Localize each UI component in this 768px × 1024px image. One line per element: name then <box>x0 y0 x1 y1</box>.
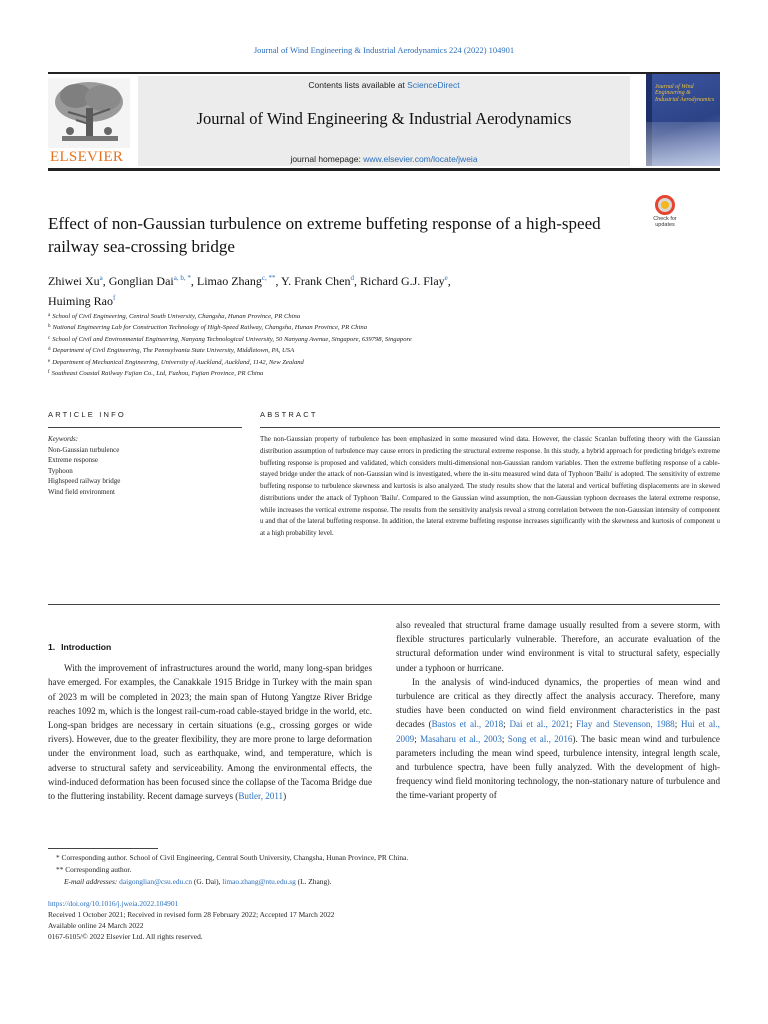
email-link[interactable]: daigonglian@csu.edu.cn <box>119 877 193 886</box>
affiliation: $^c$ School of Civil and Environmental Engineering, Nanyang Technological University, 50 Nanyang Avenue, Singapore, 639798, Singapore <box>48 335 412 343</box>
section-heading: 1. Introduction <box>48 642 112 652</box>
tree-icon <box>48 78 130 148</box>
article-info-heading: ARTICLE INFO <box>48 410 126 419</box>
affiliation-list <box>48 311 648 379</box>
paragraph: With the improvement of infrastructures around the world, many long-span bridges have emerged. For examples, the Canakkale 1915 Bridge in Turkey with the main span of 2023 m will be completed in 2023; the main span of Hutong Yangtze River Bridge reaches 1092 m, which is the longest rail-cum-road cable-stayed bridge in the world, etc. Long-span bridges are necessary in certain situations (e.g., crossing gorges or wide rivers). However, due to the greater flexibility, they are more prone to large deformation under the environment load, such as earthquake, wind, and temperature, which is adverse to structural safety and serviceability. Among the environmental effects, the wind-induced deformation has been focused since the collapse of the Tacoma Bridge due to the fluttering instability. Recent damage surveys (Butler, 2011) <box>48 663 372 802</box>
keywords-heading: Keywords: <box>48 435 79 443</box>
reference-link[interactable]: Song et al., 2016 <box>507 733 573 744</box>
journal-citation[interactable]: Journal of Wind Engineering & Industrial Aerodynamics 224 (2022) 104901 <box>253 45 515 55</box>
journal-cover-image[interactable] <box>646 74 720 166</box>
divider <box>48 427 242 428</box>
keyword: Non-Gaussian turbulence <box>48 445 120 454</box>
affiliation: $^b$ National Engineering Lab for Construction Technology of High-Speed Railway, Changsha, Hunan Province, PR China <box>48 324 368 332</box>
affiliation: $^f$ Southeast Coastal Railway Fujian Co., Ltd, Fuzhou, Fujian Province, PR China <box>48 370 264 378</box>
contents-prefix: Contents lists available at <box>308 80 408 90</box>
article-title: Effect of non-Gaussian turbulence on extreme buffeting response of a high-speed railway sea-crossing bridge <box>48 214 601 256</box>
publication-info <box>48 898 720 942</box>
footnote: * Corresponding author. School of Civil Engineering, Central South University, Changsha, Hunan Province, PR China. <box>56 853 409 862</box>
keyword: Extreme response <box>48 456 98 465</box>
keyword: Wind field environment <box>48 487 115 496</box>
author[interactable]: Y. Frank Chen$^d$ <box>281 274 354 288</box>
cover-title: Journal of Wind Engineering & Industrial Aerodynamics <box>655 84 715 103</box>
affiliation: $^d$ Department of Civil Engineering, The Pennsylvania State University, Middletown, PA, USA <box>48 347 295 355</box>
online-date: Available online 24 March 2022 <box>48 921 144 930</box>
abstract-heading: ABSTRACT <box>260 410 318 419</box>
copyright: 0167-6105/© 2022 Elsevier Ltd. All rights reserved. <box>48 932 203 941</box>
header-bottom-rule <box>48 168 720 171</box>
reference-link[interactable]: Bastos et al., 2018 <box>431 719 504 730</box>
divider <box>48 604 720 605</box>
reference-link[interactable]: Flay and Stevenson, 1988 <box>576 719 675 730</box>
reference-link[interactable]: Hui et al., 2009 <box>396 719 720 744</box>
email-link[interactable]: limao.zhang@ntu.edu.sg <box>222 877 296 886</box>
received-dates: Received 1 October 2021; Received in revised form 28 February 2022; Accepted 17 March 2022 <box>48 910 335 919</box>
masthead <box>48 74 720 166</box>
paragraph: In the analysis of wind-induced dynamics, the properties of mean wind and turbulence are critical as they directly affect the analysis accuracy. Therefore, many studies have been conducted on wind field environment characteristics in the past decades (Bastos et al., 2018; Dai et al., 2021; Flay and Stevenson, 1988; Hui et al., 2009; Masaharu et al., 2003; Song et al., 2016). The basic mean wind and turbulence parameters including the mean wind speed, turbulence intensity, integral length scale, and turbulence spectra, have been fully analyzed. With the development of high-frequency wind field monitoring technology, the non-stationary nature of turbulence and the time-variant property of <box>396 676 720 801</box>
author[interactable]: Huiming Rao$^f$ <box>48 294 116 308</box>
keyword: Highspeed railway bridge <box>48 477 121 486</box>
author[interactable]: Zhiwei Xu$^a$ <box>48 274 103 288</box>
cover-illustration <box>646 122 720 166</box>
reference-link[interactable]: Dai et al., 2021 <box>509 719 570 730</box>
elsevier-logo[interactable] <box>48 78 130 166</box>
reference-link[interactable]: Masaharu et al., 2003 <box>420 733 502 744</box>
crossmark-label: Check for updates <box>653 216 677 228</box>
journal-homepage <box>138 154 630 164</box>
author[interactable]: Limao Zhang$^{c, **}$ <box>196 274 276 288</box>
keyword: Typhoon <box>48 466 73 475</box>
abstract-text: The non-Gaussian property of turbulence has been emphasized in some measured wind data. However, the classic Scanlan buffeting theory with the Gaussian distribution assumption of turbulence may cause errors in predicting the structural extreme response. In this study, a hybrid approach for predicting bridge's extreme buffeting response is proposed and validated, which considers multi-dimensional non-Gaussian random variables. Then the extreme buffeting response of a cable-stayed bridge under the attack of non-Gaussian wind is investigated, where the in-situ measured wind data of Typhoon 'Bailu' is adopted. The sensitivity of extreme buffeting response to turbulence skewness and kurtosis is also analyzed. The study results show that the lateral and vertical buffeting displacements are in skewed distributions under the attack of Typhoon 'Bailu'. Compared to the Gaussian wind assumption, the non-Gaussian typhoon decreases the lateral extreme response, while increases the vertical extreme response. The results from the sensitivity analysis reveal a strong correlation between the non-Gaussian intensity of component u and that of the lateral buffeting response. In addition, the lateral extreme buffeting response increases significantly with the skewness and kurtosis of component u at a high probability level. <box>260 435 720 537</box>
body-column-right <box>396 618 720 803</box>
homepage-link[interactable]: www.elsevier.com/locate/jweia <box>363 154 478 164</box>
divider <box>260 427 720 428</box>
author-list: Zhiwei Xu$^a$, Gonglian Dai$^{a, b, *}$, Limao Zhang$^{c, **}$, Y. Frank Chen$^d$, Richard G.J. Flay$^e$, Huiming Rao$^f$ <box>48 274 451 308</box>
footnotes <box>48 852 720 888</box>
footnote-rule <box>48 848 158 849</box>
doi-link[interactable]: https://doi.org/10.1016/j.jweia.2022.104901 <box>48 899 179 908</box>
body-column-left <box>48 640 372 803</box>
journal-title: Journal of Wind Engineering & Industrial Aerodynamics <box>196 109 572 128</box>
publisher-wordmark: ELSEVIER <box>50 149 124 165</box>
check-for-updates-button[interactable] <box>648 195 682 231</box>
keywords-block <box>48 434 248 498</box>
footnote: ** Corresponding author. <box>56 865 132 874</box>
affiliation: $^a$ School of Civil Engineering, Central South University, Changsha, Hunan Province, PR China <box>48 313 301 320</box>
journal-band <box>138 76 630 166</box>
homepage-prefix: journal homepage: <box>290 154 364 164</box>
author[interactable]: Richard G.J. Flay$^e$ <box>359 274 448 288</box>
reference-link[interactable]: Butler, 2011 <box>238 791 284 802</box>
paragraph: also revealed that structural frame damage usually resulted from a severe storm, with flexible structures particularly vulnerable. Therefore, an accurate evaluation of the structural deformation under wind environment is vital to structural safety, especially under a typhoon or hurricane. <box>396 620 720 673</box>
email-addresses: E-mail addresses: daigonglian@csu.edu.cn (G. Dai), limao.zhang@ntu.edu.sg (L. Zhang). <box>64 877 332 886</box>
contents-available <box>138 80 630 90</box>
sciencedirect-link[interactable]: ScienceDirect <box>407 80 460 90</box>
crossmark-icon <box>655 195 675 215</box>
author[interactable]: Gonglian Dai$^{a, b, *}$ <box>108 274 191 288</box>
affiliation: $^e$ Department of Mechanical Engineering, University of Auckland, Auckland, 1142, New Zealand <box>48 358 304 366</box>
